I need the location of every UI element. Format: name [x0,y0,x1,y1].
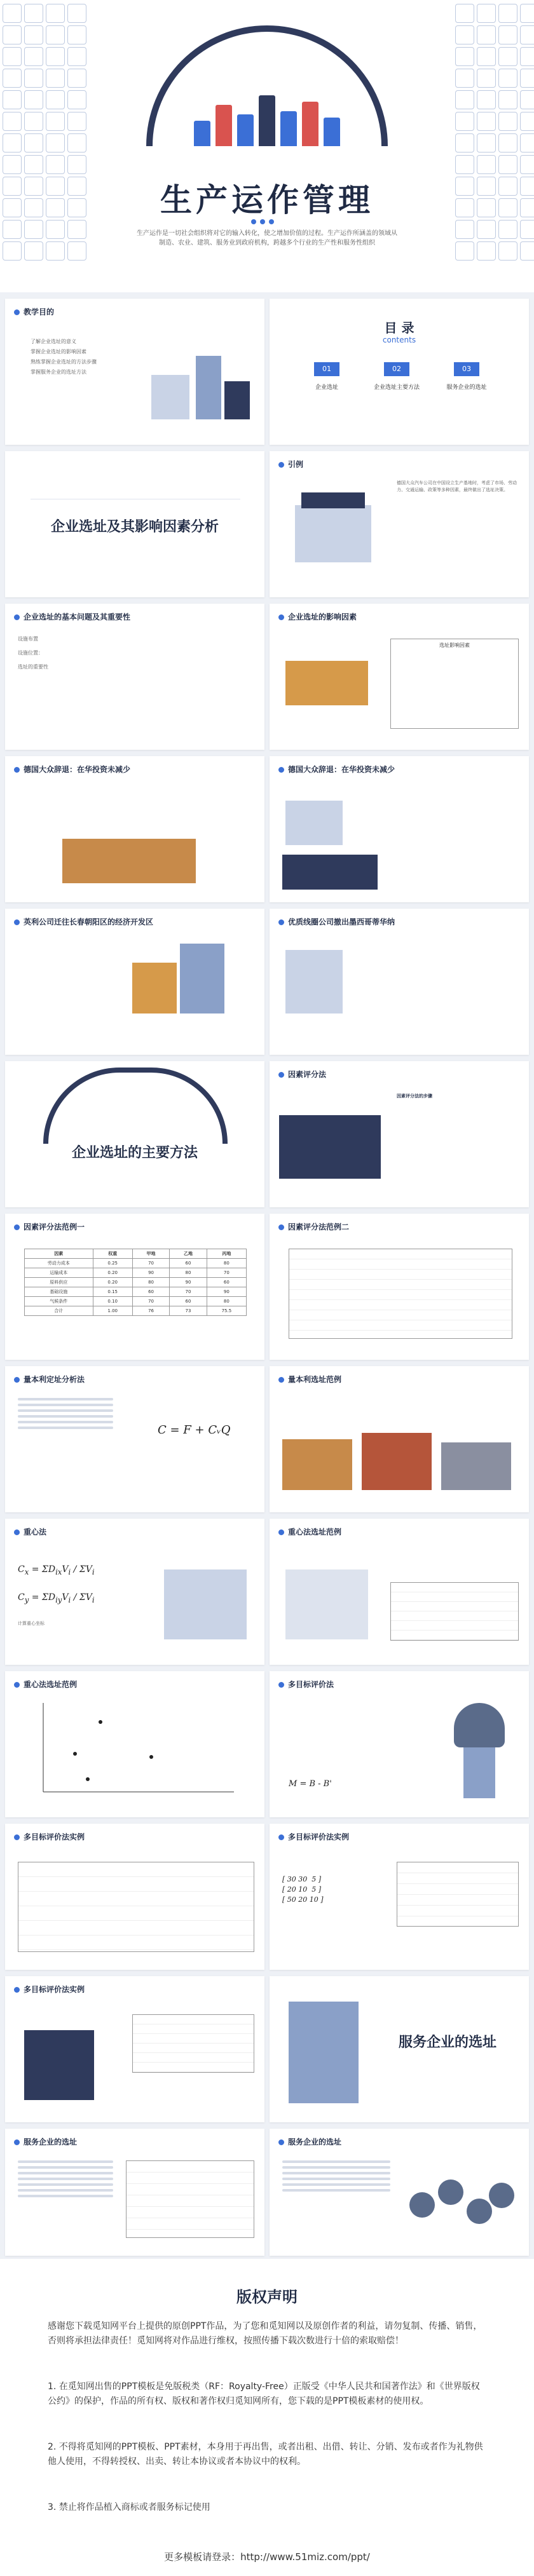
slide-centroid-example [270,1519,529,1665]
text-lines [18,2157,113,2200]
slide-title: 因素评分法范例二 [278,1221,349,1232]
cost-formula: C = F + CᵥQ [158,1423,231,1437]
table-row: 运输成本 0.20 90 80 70 [25,1268,247,1278]
slide-title: 重心法选址范例 [278,1526,341,1537]
data-table [132,2014,254,2073]
factory-illustration [279,1096,387,1185]
slide-title: 重心法 [14,1526,46,1537]
slide-coil-company [270,909,529,1055]
slide-title: 量本利选址范例 [278,1374,341,1385]
tanks-illustration [409,2167,517,2237]
data-table [126,2160,254,2238]
slide-title: 引例 [278,459,303,470]
slide-multi-objective-ex-1 [5,1824,264,1970]
slide-title: 德国大众辞退：在华投资未减少 [278,764,395,775]
slide-cvp-example [270,1366,529,1512]
slide-basic-issues [5,604,264,750]
item-label: 服务企业的选址 [446,384,487,391]
contents-item[interactable] [441,362,492,391]
building-illustration [279,788,355,851]
slide-cvp [5,1366,264,1512]
slide-multi-objective-ex-2 [270,1824,529,1970]
factory-illustration [145,337,253,426]
text-lines [18,1395,113,1432]
slide-factor-example-2 [270,1214,529,1360]
copyright-item: 2. 不得将觅知网的PPT模板、PPT素材，本身用于再出售，或者出租、出借、转让、分销、发布或者作为礼物供他人使用，不得转授权、出卖、转让本协议或者本协议中的权利。 [48,2442,483,2467]
table-row: 劳动力成本 0.25 70 60 80 [25,1259,247,1268]
slide-teaching-goals [5,299,264,445]
cover-description: 生产运作是一切社会组织将对它的输入转化，使之增加价值的过程。生产运作所涵盖的领域从制造、农业、建筑、服务业到政府机构，跨越多个行业的生产性和服务性组织 [137,230,397,247]
table-row: 合计 1.00 76 73 75.5 [25,1306,247,1316]
more-templates-link[interactable]: 更多模板请登录：http://www.51miz.com/ppt/ [164,2551,370,2563]
evaluation-formula: M = B - B' [289,1779,332,1789]
slide-vw-2 [270,756,529,902]
data-table [397,1862,519,1927]
slide-service-location-2 [270,2129,529,2256]
slide-title: 德国大众辞退：在华投资未减少 [14,764,130,775]
goal-item: 熟练掌握企业选址的方法步骤 [31,359,97,365]
slide-factor-example-1 [5,1214,264,1360]
factory-illustration [279,642,374,718]
slide-title: 企业选址的影响因素 [278,611,357,622]
copyright-section [0,2259,534,2576]
slide-title: 因素评分法范例一 [14,1221,85,1232]
goal-item: 掌握服务企业的选址方法 [31,369,86,375]
warehouses-illustration [282,1427,517,1496]
item-label: 企业选址 [315,384,338,391]
building-illustration [279,1557,374,1646]
copyright-title: 版权声明 [236,2288,298,2306]
contents-title: 目 录 [384,320,414,336]
contents-item[interactable] [301,362,352,391]
table-row: 气候条件 0.10 70 60 80 [25,1297,247,1306]
decor-dots [251,219,274,224]
centroid-formula: $C_x = \Sigma D_{ix}V_i / \Sigma V_i$ $C_y = \Sigma D_{iy}V_i / \Sigma V_i$ [18,1564,95,1604]
slide-vw-1 [5,756,264,902]
icon-pattern-right [455,0,531,292]
section-title: 企业选址及其影响因素分析 [50,519,219,535]
building-illustration [282,1995,365,2103]
table-header: 权重 [93,1249,132,1259]
copyright-intro: 感谢您下载觅知网平台上提供的原创PPT作品，为了您和觅知网以及原创作者的利益，请勿复制、传播、销售，否则将承担法律责任！觅知网将对作品进行维权，按照传播下载次数进行十倍的索取赔偿！ [48,2321,483,2346]
slide-title: 多目标评价法实例 [14,1831,85,1842]
icon-strip [31,461,240,499]
goal-item: 掌握企业选址的影响因素 [31,349,86,355]
case-text: 德国大众汽车公司在中国设立生产基地时，考虑了市场、劳动力、交通运输、政策等多种因素，最终做出了选址决策。 [397,480,517,492]
factory-illustration [62,826,202,890]
slide-title: 重心法选址范例 [14,1679,77,1690]
slide-title: 多目标评价法 [278,1679,334,1690]
goal-list [31,337,126,377]
issue-line: 设施位置： [18,650,43,656]
issues-list [18,632,253,674]
table-row: 基础设施 0.15 60 70 90 [25,1287,247,1297]
icon-pattern-left [3,0,79,292]
slide-title: 企业选址的基本问题及其重要性 [14,611,130,622]
buildings-illustration [132,944,234,1013]
score-table [289,1249,512,1339]
section-title: 服务企业的选址 [398,2035,496,2051]
slide-section-service [270,1976,529,2122]
item-label: 企业选址主要方法 [373,384,420,391]
cover-slide [0,0,534,292]
slide-section-location-factors [5,451,264,597]
slide-service-location-1 [5,2129,264,2256]
item-number: 01 [314,362,339,376]
slide-section-methods [5,1061,264,1207]
data-table [390,1582,519,1641]
slide-title: 英利公司迁往长春朝阳区的经济开发区 [14,916,153,927]
factor-table [24,1249,247,1316]
item-number: 02 [384,362,409,376]
table-row: 原料供应 0.20 80 90 60 [25,1278,247,1287]
table-header: 丙地 [207,1249,246,1259]
slide-title: 多目标评价法实例 [278,1831,349,1842]
slide-factor-scoring [270,1061,529,1207]
factors-diagram [390,639,519,729]
centroid-caption: 计算重心坐标 [18,1621,44,1626]
diagram-caption: 选址影响因素 [439,642,470,648]
water-tower-illustration [441,1697,517,1805]
issue-line: 选址的重要性 [18,664,48,670]
building-illustration [18,2011,100,2106]
text-lines [282,2157,390,2195]
building-illustration [282,480,384,575]
building-illustration [158,1557,253,1646]
slide-location-factors [270,604,529,750]
factory-machines-icon [184,89,350,146]
goal-item: 了解企业选址的意义 [31,339,76,344]
warehouse-illustration [282,848,384,893]
scatter-plot [31,1697,240,1805]
slide-title: 服务企业的选址 [14,2136,77,2147]
matrix-formula: [ 30 30 5 ] [ 20 10 5 ] [ 50 20 10 ] [282,1875,324,1904]
table-header: 因素 [25,1249,93,1259]
slide-yingli [5,909,264,1055]
issue-line: 设施布置 [18,636,38,642]
copyright-item: 1. 在觅知网出售的PPT模板是免版税类（RF：Royalty-Free）正版受《中华人民共和国著作法》和《世界版权公约》的保护，作品的所有权、版权和著作权归觅知网所有，您下载的是PPT模板素材的使用权。 [48,2382,480,2406]
arch-illustration [43,1068,228,1144]
copyright-item: 3. 禁止将作品植入商标或者服务标记使用 [48,2502,210,2512]
slide-centroid-example-2 [5,1671,264,1817]
slide-contents [270,299,529,445]
contents-subtitle: contents [382,336,416,344]
slide-multi-objective [270,1671,529,1817]
table-header: 甲地 [132,1249,169,1259]
slide-title: 因素评分法 [278,1069,326,1080]
steps-caption: 因素评分法的步骤 [397,1094,432,1099]
contents-items [301,362,492,391]
contents-item[interactable] [371,362,422,391]
slide-title: 服务企业的选址 [278,2136,341,2147]
slide-title: 教学目的 [14,306,54,317]
section-title: 企业选址的主要方法 [71,1145,198,1161]
building-illustration [279,944,355,1020]
slide-title: 多目标评价法实例 [14,1984,85,1995]
table-header: 乙地 [170,1249,207,1259]
data-table [18,1862,254,1952]
page-title: 生产运作管理 [160,182,374,219]
slide-title: 优质线圈公司撤出墨西哥蒂华纳 [278,916,395,927]
slide-centroid [5,1519,264,1665]
slide-multi-objective-ex-3 [5,1976,264,2122]
item-number: 03 [454,362,479,376]
slide-example-case [270,451,529,597]
slide-title: 量本利定址分析法 [14,1374,85,1385]
